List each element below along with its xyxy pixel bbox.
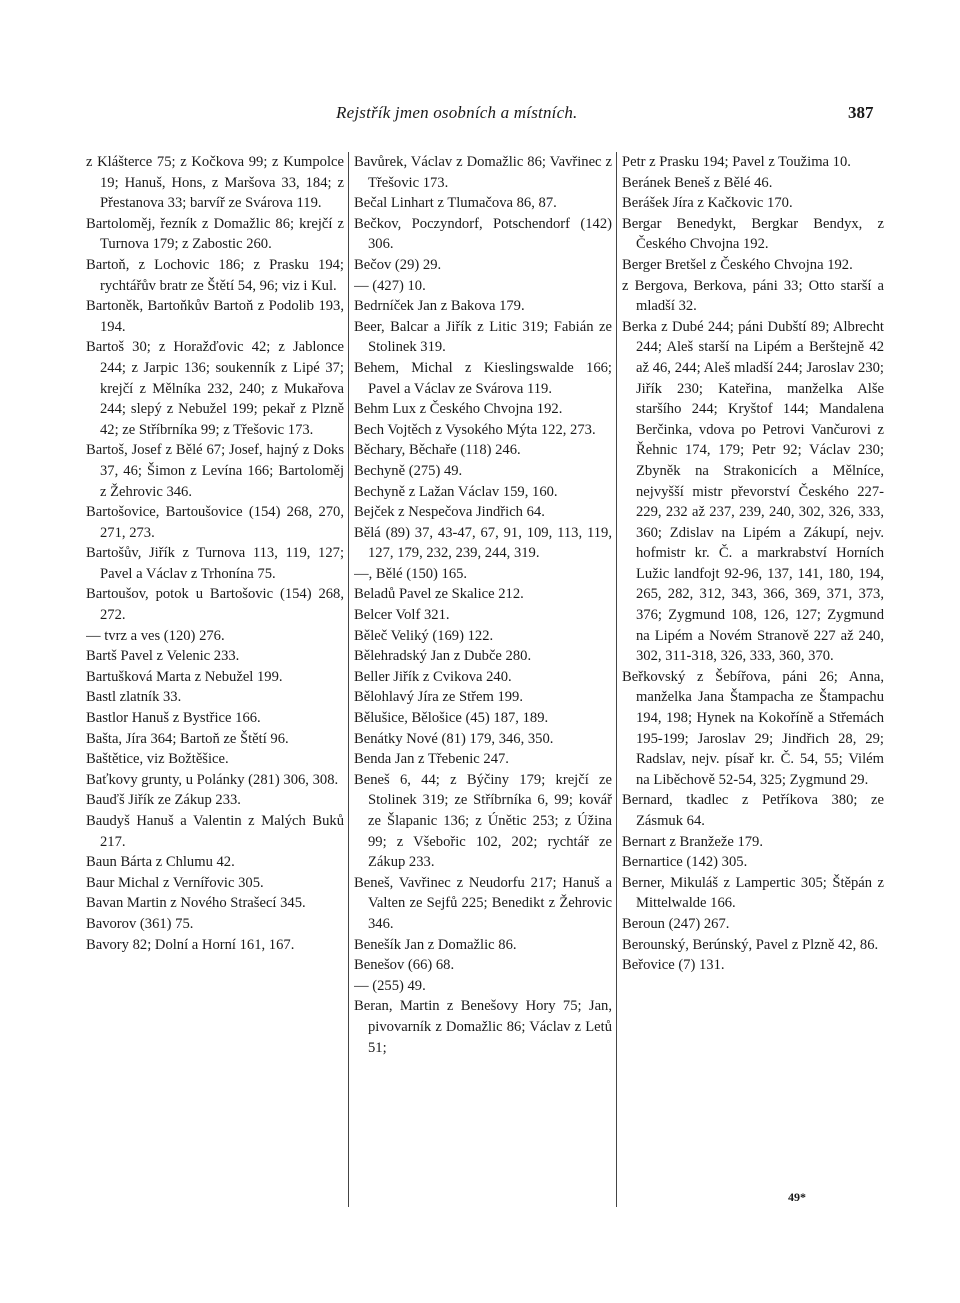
index-entry: Bartoloměj, řezník z Domažlic 86; krejčí z Turnova 179; z Zabostic 260. (86, 215, 344, 253)
index-entry: Bartoušov, potok u Bartošovic (154) 268, 272. (86, 586, 344, 624)
index-entry: Benátky Nové (81) 179, 346, 350. (354, 730, 554, 747)
index-entry: Bartoš 30; z Horažďovic 42; z Jablonce 244; z Jarpic 136; soukenník z Lipé 37; krejčí z Mělníka 232, 240; z Mukařova 244; slepý z Nebužel 199; pekař z Plzně 42; ze Stříbrníka 99; z Třešovic 173. (86, 339, 344, 438)
index-entry: — (427) 10. (354, 277, 426, 294)
index-entry: Bartš Pavel z Velenic 233. (86, 648, 240, 665)
index-entry: z Bergova, Berkova, páni 33; Otto starší a mladší 32. (622, 277, 884, 315)
index-entry: — (255) 49. (354, 977, 426, 994)
index-entry: Bělá (89) 37, 43-47, 67, 91, 109, 113, 119, 127, 179, 232, 239, 244, 319. (354, 524, 612, 562)
page-number: 387 (848, 103, 874, 122)
index-entry: Belcer Volf 321. (354, 607, 450, 624)
index-entry: Bartušková Marta z Nebužel 199. (86, 668, 283, 685)
index-entry: Bartoněk, Bartoňkův Bartoň z Podolib 193, 194. (86, 298, 344, 335)
index-entry: Berounský, Berúnský, Pavel z Plzně 42, 86. (622, 936, 879, 953)
index-entry: — tvrz a ves (120) 276. (86, 627, 225, 644)
index-entry: Bastl zlatník 33. (86, 689, 182, 706)
index-entry: Beller Jiřík z Cvikova 240. (354, 668, 512, 685)
index-entry: Bělohlavý Jíra ze Střem 199. (354, 689, 524, 706)
index-entry: Bartošův, Jiřík z Turnova 113, 119, 127; Pavel a Václav z Trhonína 75. (86, 545, 344, 582)
column-divider (348, 152, 349, 1207)
index-entry: Beran, Martin z Benešovy Hory 75; Jan, pivovarník z Domažlic 86; Václav z Letů 51; (354, 998, 612, 1056)
running-title: Rejstřík jmen osobních a místních. (336, 103, 578, 122)
index-entry: Bašta, Jíra 364; Bartoň ze Štětí 96. (86, 730, 289, 747)
index-entry: Beneš 6, 44; z Býčiny 179; krejčí ze Stolinek 319; ze Stříbrníka 6, 99; kovář ze Šlapanic 136; z Únětic 253; z Úžina 99; z Všebořic 102, 202; rychtář ze Zákup 233. (354, 771, 612, 871)
index-entry: Beroun (247) 267. (622, 915, 730, 932)
index-entry: Bechyně z Lažan Václav 159, 160. (354, 483, 558, 500)
index-entry: Bělušice, Bělošice (45) 187, 189. (354, 710, 549, 727)
index-entry: Berka z Dubé 244; páni Dubští 89; Albrecht 244; Aleš starší na Lipém a Berštejně 42 až 46, 244; Aleš mladší 244; Jaroslav 230; Jiřík 230; Kateřina, manželka Alše staršího 244; Kryštof 144; Mandalena Berčinka, vdova po Petrovi Vančurovi z Řehnic 174, 179; Petr 92; Václav 230; Zbyněk na Strakonicích a Mělníce, nejvyšší mistr převorství Českého 227-229, 232 až 237, 239, 240, 302, 326, 333, 360; Zdislav na Lipém a Zákupí, nejv. hofmistr kr. Č. a markrabství Horních Lužic landfojt 92-96, 137, 141, 180, 194, 265, 282, 312, 343, 366, 369, 371, 373, 376; Zygmund 108, 126, 127; Zygmund na Lipém a Novém Stranově 227 až 240, 302, 311-318, 326, 333, 360, 370. (622, 318, 884, 665)
index-column-1 (86, 152, 344, 1212)
index-entry: Beneš, Vavřinec z Neudorfu 217; Hanuš a Valten ze Sejfů 225; Benedikt z Žehrovic 346. (354, 874, 612, 932)
index-entry: Bečov (29) 29. (354, 256, 442, 273)
index-entry: Beřkovský z Šebířova, páni 26; Anna, manželka Jana Štampacha ze Štampachu 194, 198; Hynek na Kokoříně a Střemách 195-199; Jaroslav 29; Jindřich 28, 29; Radslav, nejv. písař kr. Č. 54, 55; Vilém na Liběchově 52-54, 325; Zygmund 29. (622, 668, 884, 788)
index-entry: Baudyš Hanuš a Valentin z Malých Buků 217. (86, 813, 344, 850)
index-entry: Baťkovy grunty, u Polánky (281) 306, 308. (86, 771, 339, 788)
index-entry: Bečal Linhart z Tlumačova 86, 87. (354, 195, 557, 212)
index-entry: Beladů Pavel ze Skalice 212. (354, 586, 524, 603)
index-entry: Beránek Beneš z Bělé 46. (622, 174, 773, 191)
column-divider (616, 152, 617, 1207)
index-column-3 (622, 152, 884, 1212)
index-entry: Bavan Martin z Nového Strašecí 345. (86, 895, 306, 912)
index-entry: Berášek Jíra z Kačkovic 170. (622, 195, 793, 212)
index-entry: Benešov (66) 68. (354, 957, 455, 974)
index-entry: Baštětice, viz Božtěšice. (86, 751, 229, 768)
index-entry: z Klášterce 75; z Kočkova 99; z Kumpolce 19; Hanuš, Hons, z Maršova 33, 184; z Přestanova 33; barvíř ze Svárova 119. (86, 154, 344, 212)
index-entry: Berner, Mikuláš z Lampertic 305; Štěpán z Mittelwalde 166. (622, 874, 884, 912)
index-entry: Baur Michal z Vernířovic 305. (86, 874, 264, 891)
index-entry: Bechyně (275) 49. (354, 462, 463, 479)
index-entry: Bauďš Jiřík ze Zákup 233. (86, 792, 241, 809)
index-entry: Bergar Benedykt, Bergkar Bendyx, z Českého Chvojna 192. (622, 215, 884, 253)
signature-mark: 49* (788, 1190, 806, 1204)
index-entry: —, Bělé (150) 165. (354, 565, 468, 582)
index-entry: Beřovice (7) 131. (622, 957, 725, 974)
index-entry: Bedrníček Jan z Bakova 179. (354, 298, 525, 315)
index-entry: Bartoš, Josef z Bělé 67; Josef, hajný z Doks 37, 46; Šimon z Levína 166; Bartoloměj z Žehrovic 346. (86, 442, 344, 500)
index-entry: Bernard, tkadlec z Petříkova 380; ze Zásmuk 64. (622, 792, 884, 829)
index-entry: Bečkov, Poczyndorf, Potschendorf (142) 306. (354, 215, 612, 253)
index-entry: Beer, Balcar a Jiřík z Litic 319; Fabián ze Stolinek 319. (354, 318, 612, 356)
index-entry: Bavůrek, Václav z Domažlic 86; Vavřinec z Třešovic 173. (354, 154, 612, 191)
index-entry: Bastlor Hanuš z Bystřice 166. (86, 710, 261, 727)
index-entry: Bernart z Branžeže 179. (622, 833, 763, 850)
index-entry: Benešík Jan z Domažlic 86. (354, 936, 517, 953)
index-entry: Bavory 82; Dolní a Horní 161, 167. (86, 936, 295, 953)
index-entry: Baun Bárta z Chlumu 42. (86, 854, 235, 871)
index-columns (86, 152, 886, 1212)
index-entry: Bartošovice, Bartoušovice (154) 268, 270, 271, 273. (86, 504, 344, 541)
index-entry: Bejček z Nespečova Jindřich 64. (354, 504, 545, 521)
index-entry: Behm Lux z Českého Chvojna 192. (354, 401, 563, 418)
running-head (0, 103, 960, 127)
index-entry: Běleč Veliký (169) 122. (354, 627, 494, 644)
index-entry: Petr z Prasku 194; Pavel z Toužima 10. (622, 154, 851, 170)
index-entry: Berger Bretšel z Českého Chvojna 192. (622, 256, 853, 273)
index-entry: Bech Vojtěch z Vysokého Mýta 122, 273. (354, 421, 596, 438)
index-entry: Běchary, Běchaře (118) 246. (354, 442, 521, 459)
index-entry: Benda Jan z Třebenic 247. (354, 751, 509, 768)
index-column-2 (354, 152, 612, 1212)
index-entry: Bavorov (361) 75. (86, 915, 194, 932)
index-entry: Bělehradský Jan z Dubče 280. (354, 648, 532, 665)
index-entry: Bartoň, z Lochovic 186; z Prasku 194; rychtářův bratr ze Štětí 54, 96; viz i Kul. (86, 256, 344, 294)
index-entry: Behem, Michal z Kieslingswalde 166; Pavel a Václav ze Svárova 119. (354, 359, 612, 397)
index-entry: Bernartice (142) 305. (622, 854, 748, 871)
